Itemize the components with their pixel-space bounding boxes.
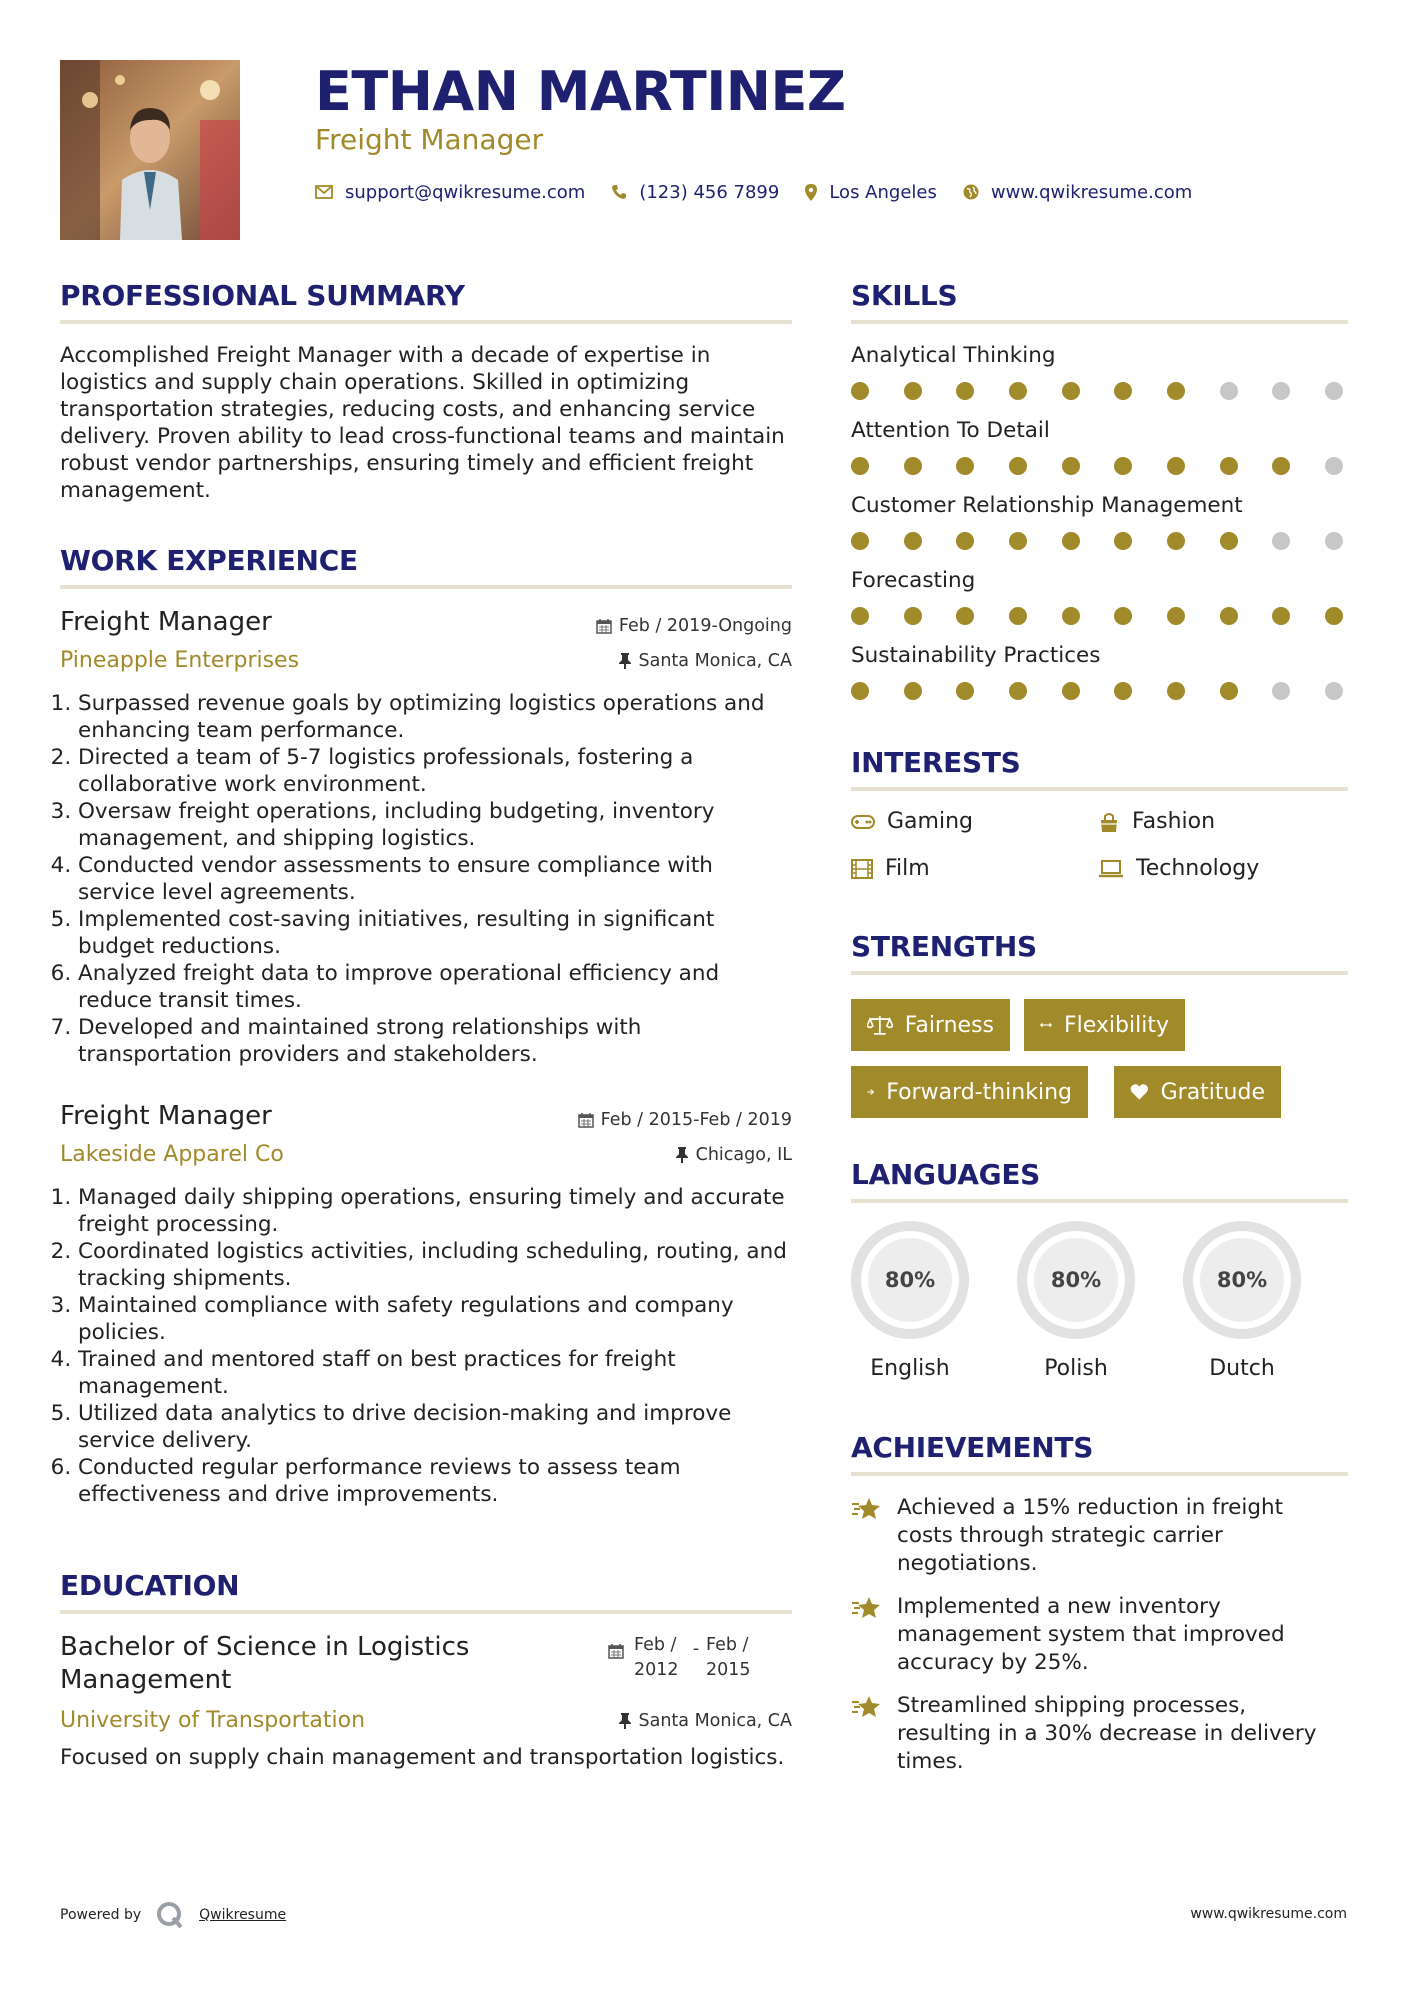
skill-dot-filled	[1114, 457, 1132, 475]
job-location-text: Santa Monica, CA	[638, 651, 792, 671]
language-name: English	[870, 1356, 950, 1381]
language-item	[848, 1218, 972, 1381]
job-dates	[578, 1108, 792, 1132]
strength-tag	[851, 999, 1010, 1051]
strength-tag	[1024, 999, 1185, 1051]
language-item	[1180, 1218, 1304, 1381]
interest-label: Gaming	[887, 809, 973, 834]
skill-dot-filled	[1062, 382, 1080, 400]
job-dates	[596, 614, 792, 638]
language-name: Dutch	[1209, 1356, 1275, 1381]
skill-dot-filled	[1009, 682, 1027, 700]
skills-divider	[851, 320, 1348, 324]
languages-heading: LANGUAGES	[851, 1158, 1041, 1191]
skill-dot-empty	[1272, 682, 1290, 700]
skill-dot-filled	[1272, 457, 1290, 475]
job-responsibilities	[60, 690, 792, 1068]
language-name: Polish	[1044, 1356, 1108, 1381]
list-item: 4. Conducted vendor assessments to ensure compliance with service level agreements.	[78, 852, 792, 906]
list-item: 6. Analyzed freight data to improve operational efficiency and reduce transit times.	[78, 960, 792, 1014]
skill-dot-filled	[1009, 532, 1027, 550]
skill-dot-filled	[956, 382, 974, 400]
interests-heading: INTERESTS	[851, 746, 1021, 779]
film-icon	[851, 859, 873, 879]
skill-dot-empty	[1325, 382, 1343, 400]
skill-name: Analytical Thinking	[851, 343, 1056, 368]
date-separator: -	[692, 1639, 700, 1659]
skill-dot-filled	[851, 457, 869, 475]
experience-divider	[60, 585, 792, 589]
job-location	[675, 1143, 792, 1167]
languages-divider	[851, 1199, 1348, 1203]
star-badge-icon	[851, 1694, 883, 1720]
skill-dot-filled	[851, 382, 869, 400]
contact-phone-text: (123) 456 7899	[639, 181, 780, 203]
skill-dot-filled	[851, 532, 869, 550]
summary-text: Accomplished Freight Manager with a decade of expertise in logistics and supply chain operations. Skilled in optimizing transportation strategies, reducing costs, and enhancing service delivery. Proven ability to lead cross-functional teams and maintain robust vendor partnerships, ensuring timely and efficient freight management.	[60, 343, 785, 503]
achievement-text: Implemented a new inventory management system that improved accuracy by 25%.	[897, 1594, 1285, 1675]
skill-dot-filled	[1062, 682, 1080, 700]
strength-label: Fairness	[904, 1012, 994, 1038]
strength-label: Gratitude	[1160, 1079, 1265, 1105]
skill-dot-filled	[1167, 457, 1185, 475]
contact-location[interactable]	[805, 182, 937, 203]
list-item: 5. Utilized data analytics to drive decision-making and improve service delivery.	[78, 1400, 792, 1454]
interest-film	[851, 855, 930, 883]
skill-dot-filled	[1220, 532, 1238, 550]
language-percent: 80%	[884, 1268, 936, 1292]
list-item: 5. Implemented cost-saving initiatives, resulting in significant budget reductions.	[78, 906, 792, 960]
arrow-right-icon	[867, 1083, 874, 1101]
job-dates-text: Feb / 2019-Ongoing	[618, 616, 792, 636]
skill-name: Attention To Detail	[851, 418, 1050, 443]
education-location	[618, 1709, 793, 1733]
school-name: University of Transportation	[60, 1708, 366, 1733]
list-item: 1. Managed daily shipping operations, ensuring timely and accurate freight processing.	[78, 1184, 792, 1238]
skill-dot-filled	[956, 457, 974, 475]
laptop-icon	[1098, 860, 1124, 878]
skill-dot-filled	[1167, 607, 1185, 625]
skill-dot-empty	[1220, 382, 1238, 400]
education-divider	[60, 1610, 792, 1614]
star-badge-icon	[851, 1595, 883, 1621]
job-company: Lakeside Apparel Co	[60, 1142, 284, 1167]
education-start: Feb / 2012	[634, 1635, 679, 1680]
education-description: Focused on supply chain management and transportation logistics.	[60, 1745, 785, 1770]
contact-website-text: www.qwikresume.com	[990, 181, 1193, 203]
list-item: 1. Surpassed revenue goals by optimizing logistics operations and enhancing team performance.	[78, 690, 792, 744]
language-percent: 80%	[1216, 1268, 1268, 1292]
achievement-item	[851, 1692, 1331, 1776]
skill-dot-filled	[904, 682, 922, 700]
job-company: Pineapple Enterprises	[60, 648, 300, 673]
interest-fashion	[1098, 808, 1215, 836]
contact-email-text: support@qwikresume.com	[345, 181, 586, 203]
candidate-title: Freight Manager	[315, 123, 544, 156]
job-responsibilities	[60, 1184, 792, 1508]
skill-dot-empty	[1272, 382, 1290, 400]
achievement-item	[851, 1593, 1331, 1677]
skill-dot-empty	[1325, 457, 1343, 475]
skill-rating	[851, 382, 1343, 400]
skill-dot-filled	[1009, 382, 1027, 400]
interest-label: Film	[885, 856, 930, 881]
skill-name: Sustainability Practices	[851, 643, 1101, 668]
achievement-text: Streamlined shipping processes, resulting in a 30% decrease in delivery times.	[897, 1693, 1317, 1774]
skill-dot-filled	[956, 607, 974, 625]
balance-scale-icon	[867, 1015, 893, 1035]
list-item: 6. Conducted regular performance reviews to assess team effectiveness and drive improvements.	[78, 1454, 792, 1508]
language-percent: 80%	[1050, 1268, 1102, 1292]
contact-website[interactable]	[963, 182, 1192, 203]
achievements-heading: ACHIEVEMENTS	[851, 1431, 1094, 1464]
brand-link[interactable]: Qwikresume	[199, 1907, 287, 1923]
education-dates	[608, 1633, 758, 1683]
list-item: 3. Oversaw freight operations, including budgeting, inventory management, and shipping logistics.	[78, 798, 792, 852]
skill-dot-filled	[851, 607, 869, 625]
skill-dot-empty	[1272, 532, 1290, 550]
skill-rating	[851, 457, 1343, 475]
strength-tag	[1114, 1066, 1281, 1118]
skill-dot-empty	[1325, 682, 1343, 700]
skill-dot-empty	[1325, 532, 1343, 550]
envelope-icon	[315, 185, 333, 199]
skill-dot-filled	[1062, 532, 1080, 550]
list-item: 3. Maintained compliance with safety regulations and company policies.	[78, 1292, 792, 1346]
interest-technology	[1098, 855, 1259, 883]
skill-dot-filled	[1167, 682, 1185, 700]
skill-dot-filled	[956, 682, 974, 700]
skill-dot-filled	[1062, 457, 1080, 475]
strengths-divider	[851, 971, 1348, 975]
education-heading: EDUCATION	[60, 1569, 240, 1602]
skill-dot-filled	[1272, 607, 1290, 625]
job-role: Freight Manager	[60, 1101, 272, 1131]
achievements-divider	[851, 1472, 1348, 1476]
skill-dot-filled	[904, 607, 922, 625]
skill-dot-filled	[904, 382, 922, 400]
skill-dot-filled	[1009, 607, 1027, 625]
footer-site[interactable]: www.qwikresume.com	[1190, 1906, 1347, 1922]
candidate-name: ETHAN MARTINEZ	[315, 60, 846, 123]
job-location-text: Chicago, IL	[695, 1145, 792, 1165]
contact-bar	[315, 178, 1218, 206]
phone-icon	[611, 184, 627, 200]
star-badge-icon	[851, 1496, 883, 1522]
skill-dot-filled	[1167, 382, 1185, 400]
calendar-icon	[608, 1643, 624, 1659]
strength-label: Flexibility	[1064, 1012, 1169, 1038]
gamepad-icon	[851, 814, 875, 830]
skill-dot-filled	[1167, 532, 1185, 550]
skill-rating	[851, 607, 1343, 625]
skill-name: Forecasting	[851, 568, 976, 593]
skills-heading: SKILLS	[851, 279, 958, 312]
job-location	[618, 649, 793, 673]
skill-dot-filled	[1220, 607, 1238, 625]
skill-dot-filled	[904, 532, 922, 550]
contact-location-text: Los Angeles	[829, 181, 937, 203]
interest-label: Technology	[1136, 856, 1260, 881]
strength-label: Forward-thinking	[886, 1079, 1072, 1105]
skill-dot-filled	[1220, 682, 1238, 700]
skill-dot-filled	[1009, 457, 1027, 475]
skill-rating	[851, 532, 1343, 550]
education-end: Feb / 2015	[706, 1635, 751, 1680]
arrows-horizontal-icon	[1040, 1019, 1052, 1031]
contact-phone[interactable]	[611, 182, 779, 203]
skill-dot-filled	[1220, 457, 1238, 475]
shopping-bag-icon	[1098, 811, 1120, 833]
profile-photo	[60, 60, 240, 240]
summary-heading: PROFESSIONAL SUMMARY	[60, 279, 465, 312]
map-marker-icon	[805, 184, 817, 201]
thumbtack-icon	[618, 1713, 632, 1729]
strength-tag	[851, 1066, 1088, 1118]
achievement-text: Achieved a 15% reduction in freight costs through strategic carrier negotiations.	[897, 1495, 1284, 1576]
skill-name: Customer Relationship Management	[851, 493, 1243, 518]
experience-heading: WORK EXPERIENCE	[60, 544, 358, 577]
skill-dot-filled	[851, 682, 869, 700]
skill-dot-filled	[904, 457, 922, 475]
qwikresume-logo-icon	[155, 1900, 185, 1930]
language-item	[1014, 1218, 1138, 1381]
heart-icon	[1130, 1082, 1149, 1102]
powered-by-label: Powered by	[60, 1907, 142, 1923]
skill-rating	[851, 682, 1343, 700]
degree-title: Bachelor of Science in Logistics Management	[60, 1632, 470, 1695]
interest-gaming	[851, 808, 973, 836]
contact-email[interactable]	[315, 182, 585, 203]
interests-divider	[851, 787, 1348, 791]
education-location-text: Santa Monica, CA	[638, 1711, 792, 1731]
skill-dot-filled	[1114, 382, 1132, 400]
globe-icon	[963, 184, 979, 200]
skill-dot-filled	[1114, 532, 1132, 550]
summary-divider	[60, 320, 792, 324]
list-item: 7. Developed and maintained strong relationships with transportation providers and stakeholders.	[78, 1014, 792, 1068]
skill-dot-filled	[1114, 682, 1132, 700]
strengths-heading: STRENGTHS	[851, 930, 1037, 963]
list-item: 4. Trained and mentored staff on best practices for freight management.	[78, 1346, 792, 1400]
achievement-item	[851, 1494, 1331, 1578]
calendar-icon	[596, 618, 612, 634]
calendar-icon	[578, 1112, 594, 1128]
interest-label: Fashion	[1132, 809, 1216, 834]
job-dates-text: Feb / 2015-Feb / 2019	[600, 1110, 792, 1130]
thumbtack-icon	[675, 1147, 689, 1163]
list-item: 2. Coordinated logistics activities, including scheduling, routing, and tracking shipments.	[78, 1238, 792, 1292]
job-role: Freight Manager	[60, 607, 272, 637]
list-item: 2. Directed a team of 5-7 logistics professionals, fostering a collaborative work environment.	[78, 744, 792, 798]
thumbtack-icon	[618, 653, 632, 669]
skill-dot-filled	[1325, 607, 1343, 625]
skill-dot-filled	[956, 532, 974, 550]
skill-dot-filled	[1062, 607, 1080, 625]
footer-powered-by	[60, 1900, 286, 1930]
skill-dot-filled	[1114, 607, 1132, 625]
